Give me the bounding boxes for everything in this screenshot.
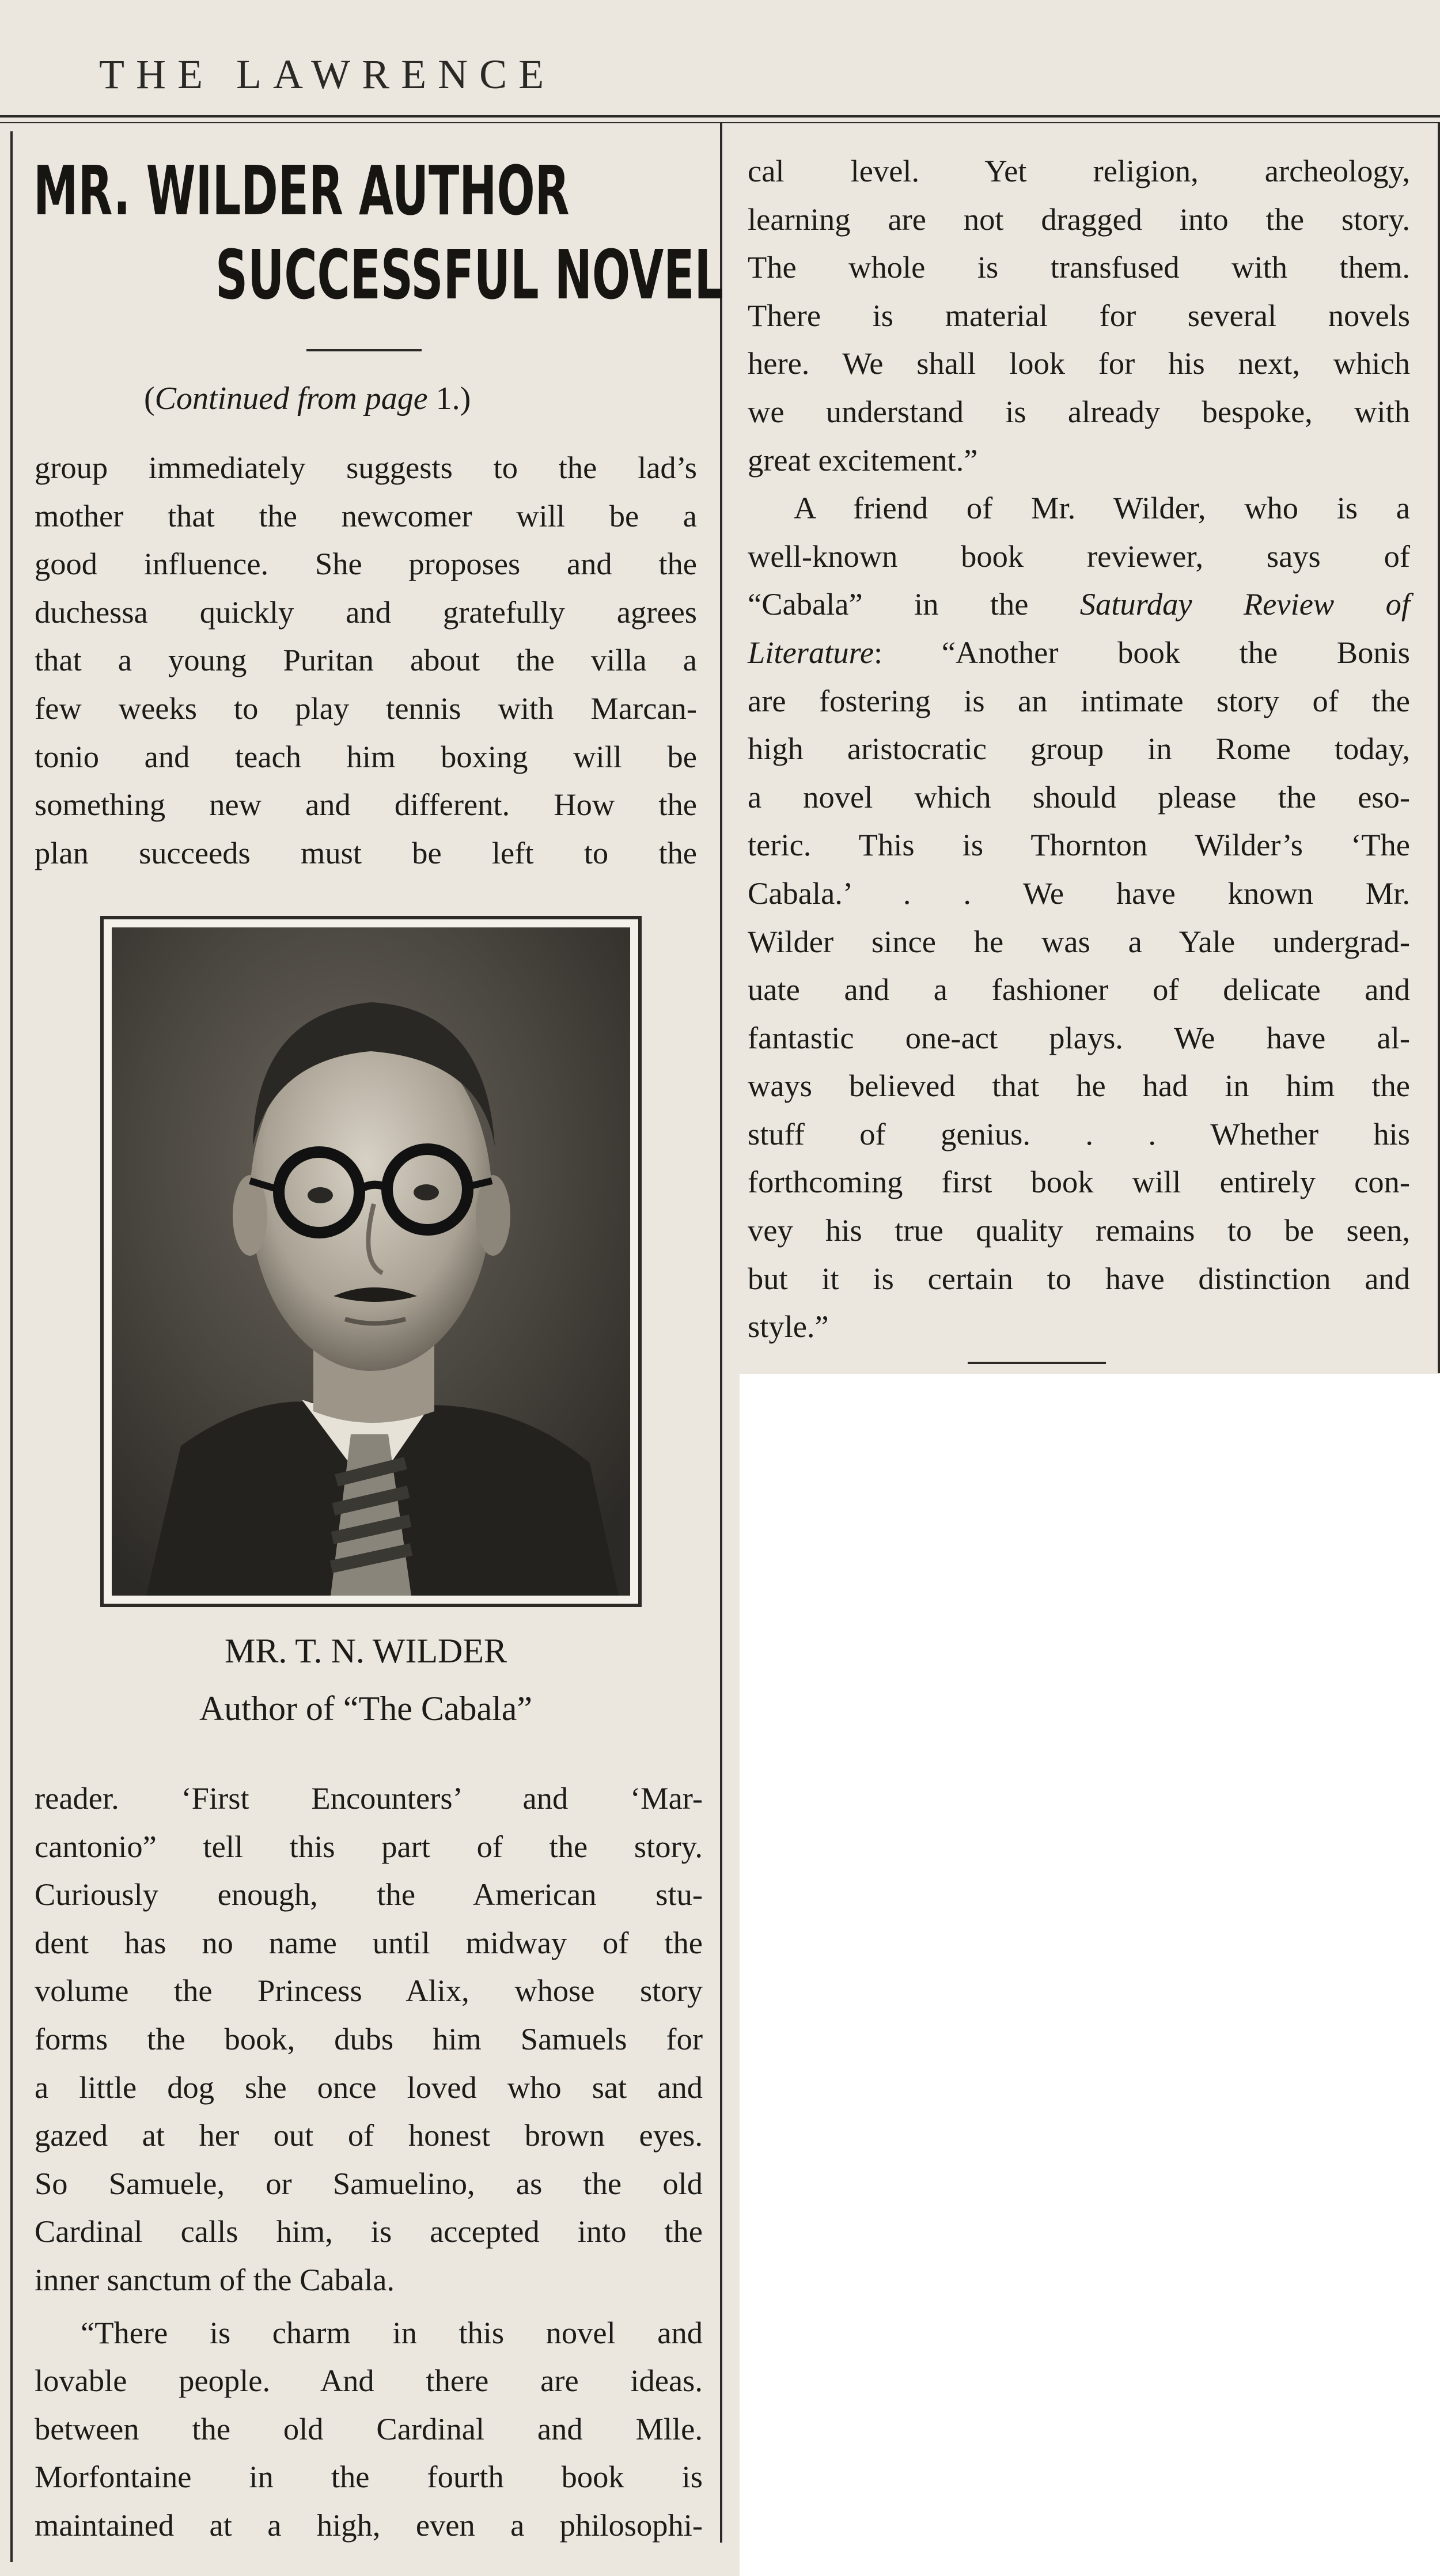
text-line: So Samuele, or Samuelino, as the old — [35, 2165, 703, 2201]
text-line: uate and a fashioner of delicate and — [748, 972, 1410, 1007]
text-line: great excitement.” — [748, 442, 978, 478]
masthead: THE LAWRENCE — [99, 51, 556, 97]
text-line: learning are not dragged into the story. — [748, 201, 1410, 237]
text-line: cal level. Yet religion, archeology, — [748, 153, 1410, 188]
text-line: inner sanctum of the Cabala. — [35, 2261, 395, 2297]
headline-line-2: SUCCESSFUL NOVEL — [215, 235, 723, 315]
italic-title: Literature — [748, 634, 874, 670]
text-line: reader. ‘First Encounters’ and ‘Mar- — [35, 1781, 703, 1816]
text-line: high aristocratic group in Rome today, — [748, 731, 1410, 767]
text-line: between the old Cardinal and Mlle. — [35, 2411, 703, 2446]
text-line: a little dog she once loved who sat and — [35, 2069, 703, 2105]
text-line: cantonio” tell this part of the story. — [35, 1828, 703, 1864]
text-line: “There is charm in this novel and — [81, 2314, 703, 2350]
text-line: that a young Puritan about the villa a — [35, 642, 697, 678]
text-line: something new and different. How the — [35, 787, 697, 823]
column-2 — [748, 147, 1410, 1351]
text-line — [748, 628, 1410, 677]
text-line: vey his true quality remains to be seen, — [748, 1213, 1410, 1248]
portrait-image — [112, 927, 630, 1596]
text-line: Wilder since he was a Yale undergrad- — [748, 923, 1410, 959]
text-line: we understand is already bespoke, with — [748, 393, 1410, 429]
text-line: ways believed that he had in him the — [748, 1068, 1410, 1104]
masthead-rule — [0, 115, 1440, 118]
continued-open: ( — [144, 381, 155, 416]
text-line: duchessa quickly and gratefully agrees — [35, 594, 697, 630]
text-line: dent has no name until midway of the — [35, 1925, 703, 1960]
text-line: but it is certain to have distinction and — [748, 1260, 1410, 1296]
center-column-rule — [720, 123, 722, 2543]
blank-area — [740, 1374, 1440, 2576]
text-line: stuff of genius. . . Whether his — [748, 1116, 1410, 1151]
text-segment: : “Another book the Bonis — [874, 634, 1410, 670]
text-line: tonio and teach him boxing will be — [35, 738, 697, 774]
left-column-rule — [10, 131, 13, 2562]
text-line: Cabala.’ . . We have known Mr. — [748, 875, 1410, 911]
text-line: maintained at a high, even a philosophi- — [35, 2507, 703, 2543]
text-line: lovable people. And there are ideas. — [35, 2363, 703, 2399]
text-line: group immediately suggests to the lad’s — [35, 450, 697, 485]
text-line: forms the book, dubs him Samuels for — [35, 2021, 703, 2056]
author-photo — [100, 916, 642, 1607]
headline-rule — [306, 349, 422, 351]
text-line — [748, 580, 1410, 628]
text-line: mother that the newcomer will be a — [35, 498, 697, 533]
text-line: Curiously enough, the American stu- — [35, 1877, 703, 1912]
text-line: are fostering is an intimate story of the — [748, 683, 1410, 718]
continued-note — [144, 380, 471, 417]
text-line: style.” — [748, 1309, 829, 1344]
text-line: few weeks to play tennis with Marcan- — [35, 690, 697, 726]
photo-caption-name: MR. T. N. WILDER — [225, 1632, 507, 1670]
photo-caption-sub: Author of “The Cabala” — [199, 1689, 533, 1728]
text-line: gazed at her out of honest brown eyes. — [35, 2117, 703, 2153]
text-segment: “Cabala” in the — [748, 586, 1080, 622]
italic-title: Saturday Review of — [1079, 586, 1411, 622]
continued-close: 1.) — [427, 381, 471, 416]
text-line: volume the Princess Alix, whose story — [35, 1973, 703, 2009]
text-line: here. We shall look for his next, which — [748, 346, 1410, 381]
text-line: There is material for several novels — [748, 297, 1410, 333]
text-line: plan succeeds must be left to the — [35, 835, 697, 870]
text-line: Morfontaine in the fourth book is — [35, 2459, 703, 2495]
continued-italic: Continued from page — [154, 381, 428, 416]
text-line: A friend of Mr. Wilder, who is a — [794, 490, 1410, 526]
headline-line-1: MR. WILDER AUTHOR — [33, 151, 570, 230]
text-line: teric. This is Thornton Wilder’s ‘The — [748, 827, 1410, 863]
article-end-rule — [968, 1362, 1106, 1364]
text-line: a novel which should please the eso- — [748, 779, 1410, 815]
text-line: forthcoming first book will entirely con- — [748, 1164, 1410, 1200]
text-line: fantastic one-act plays. We have al- — [748, 1020, 1410, 1055]
column-1-top — [35, 444, 697, 877]
right-column-rule — [1438, 123, 1440, 1373]
text-line: Cardinal calls him, is accepted into the — [35, 2214, 703, 2249]
text-line: The whole is transfused with them. — [748, 249, 1410, 285]
text-line: good influence. She proposes and the — [35, 546, 697, 582]
column-1-bottom — [35, 1774, 703, 2550]
text-line: well-known book reviewer, says of — [748, 538, 1410, 574]
